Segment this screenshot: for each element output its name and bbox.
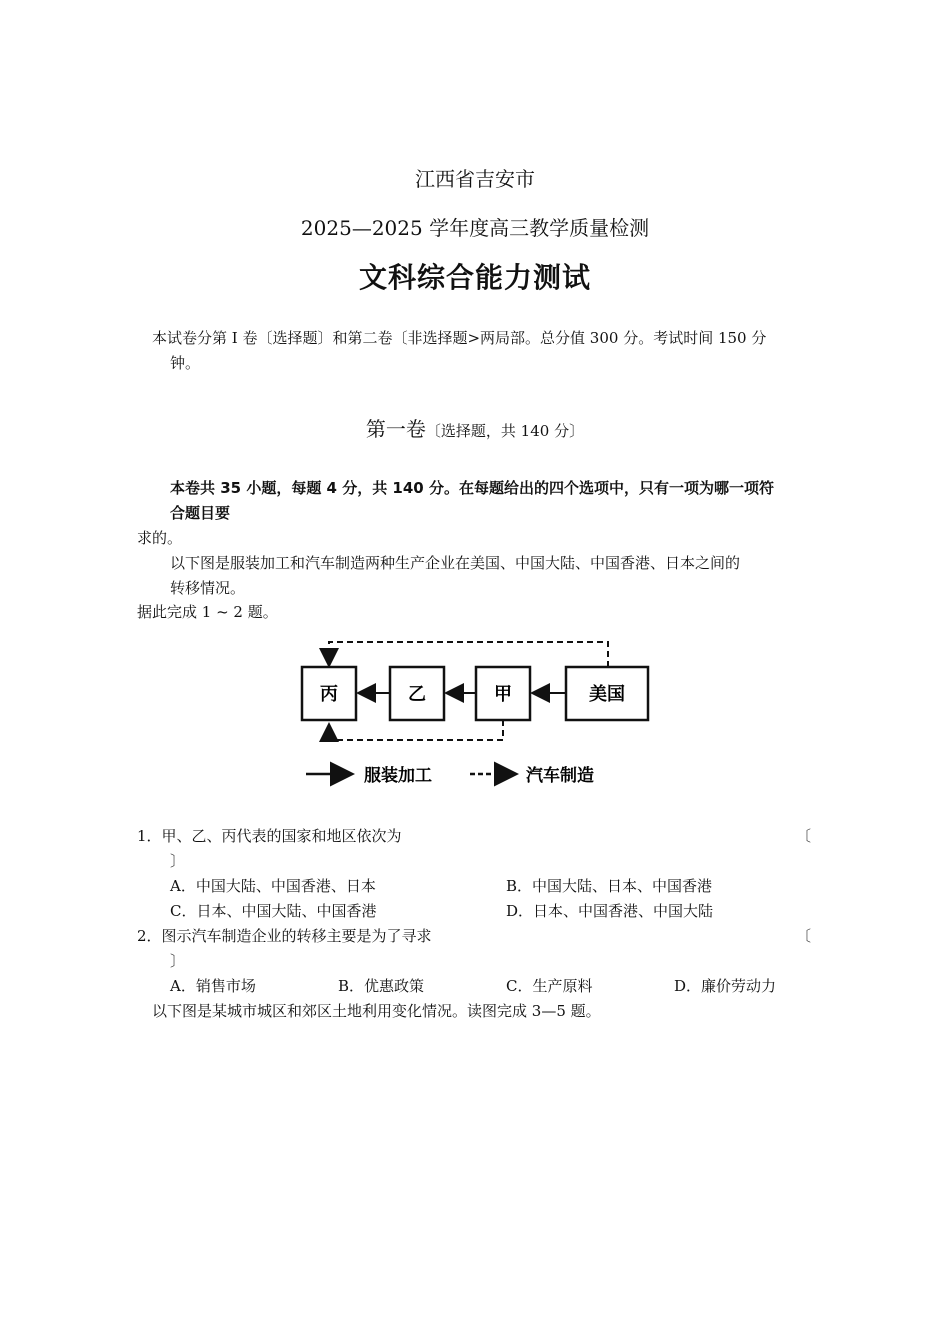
box-usa [566, 667, 648, 720]
question-2-bracket-close: 〕 [170, 952, 186, 970]
box-yi-label: 乙 [408, 684, 426, 705]
legend-solid-label: 服装加工 [364, 766, 432, 786]
question-2-option-c[interactable]: C．生产原料 [506, 977, 593, 995]
context-line-2: 转移情况。 [170, 579, 246, 597]
question-1-option-d[interactable]: D．日本、中国香港、中国大陆 [506, 902, 714, 920]
question-2-bracket-open: 〔 [796, 927, 812, 945]
transfer-diagram [270, 622, 670, 802]
box-bing-label: 丙 [320, 684, 338, 705]
box-usa-label: 美国 [589, 684, 625, 705]
context-line-1: 以下图是服装加工和汽车制造两种生产企业在美国、中国大陆、中国香港、日本之间的 [170, 554, 741, 572]
legend-dashed-label: 汽车制造 [526, 766, 594, 786]
box-jia-label: 甲 [494, 684, 512, 705]
question-1-option-c[interactable]: C．日本、中国大陆、中国香港 [170, 902, 377, 920]
box-jia [476, 667, 530, 720]
context-2: 以下图是某城市城区和郊区土地利用变化情况。读图完成 3—5 题。 [152, 1002, 601, 1020]
exam-year: 2025—2025 学年度高三教学质量检测 [300, 216, 650, 240]
auto-path-top [329, 642, 608, 667]
question-1-bracket-close: 〕 [170, 852, 186, 870]
auto-path-bottom [329, 720, 503, 740]
section-title-main: 第一卷 [365, 417, 426, 441]
question-2-option-a[interactable]: A．销售市场 [170, 977, 256, 995]
intro-line-1: 本试卷分第 I 卷〔选择题〕和第二卷〔非选择题>两局部。总分值 300 分。考试时间 150 分 [152, 329, 767, 347]
question-2-option-d[interactable]: D．廉价劳动力 [674, 977, 777, 995]
instructions-line-3: 求的。 [137, 529, 183, 547]
instructions-line-2: 合题目要 [170, 504, 231, 522]
instructions-line-1: 本卷共 35 小题，每题 4 分，共 140 分。在每题给出的四个选项中，只有一项为哪一项符 [170, 479, 774, 497]
box-bing [302, 667, 356, 720]
context-line-3: 据此完成 1 ~ 2 题。 [137, 603, 278, 621]
question-1-option-a[interactable]: A．中国大陆、中国香港、日本 [170, 877, 376, 895]
question-1-stem: 1．甲、乙、丙代表的国家和地区依次为 [137, 827, 402, 845]
question-2-stem: 2．图示汽车制造企业的转移主要是为了寻求 [137, 927, 432, 945]
page-title: 文科综合能力测试 [358, 261, 591, 294]
section-title [0, 413, 950, 442]
question-1-bracket-open: 〔 [796, 827, 812, 845]
school-name: 江西省吉安市 [415, 167, 535, 191]
section-subtitle: 〔选择题，共 140 分〕 [425, 422, 585, 440]
intro-line-2: 钟。 [170, 354, 201, 372]
box-yi [390, 667, 444, 720]
question-2-option-b[interactable]: B．优惠政策 [338, 977, 425, 995]
question-1-option-b[interactable]: B．中国大陆、日本、中国香港 [506, 877, 713, 895]
